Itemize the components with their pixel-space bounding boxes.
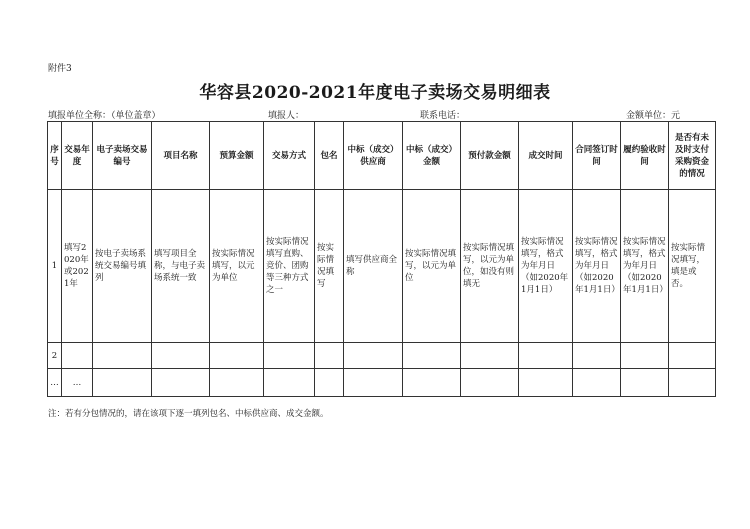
- header-cell: 序号: [48, 122, 62, 190]
- table-cell: 填写供应商全称: [344, 190, 403, 343]
- table-header-row: [48, 122, 716, 190]
- table-cell: [669, 369, 716, 397]
- header-cell: 合同签订时间: [573, 122, 621, 190]
- table-cell: 按实际情况填写，格式为年月日（如2020年1月1日）: [621, 190, 669, 343]
- header-cell: 项目名称: [152, 122, 210, 190]
- phone-label: 联系电话：: [420, 111, 466, 121]
- table-cell: [152, 369, 210, 397]
- table-cell: 2: [48, 343, 62, 369]
- table-cell: 按实际情况填写，格式为年月日（如2020年1月1日）: [573, 190, 621, 343]
- table-cell: [62, 343, 93, 369]
- table-cell: [344, 343, 403, 369]
- money-unit-label: 金额单位：元: [626, 111, 681, 121]
- table-cell: 按实际情况填写，填是或否。: [669, 190, 716, 343]
- table-cell: 填写2020年或2021年: [62, 190, 93, 343]
- table-row: [48, 190, 716, 343]
- table-row: [48, 369, 716, 397]
- table-cell: [519, 343, 573, 369]
- page-title: 华容县2020-2021年度电子卖场交易明细表: [199, 83, 551, 103]
- table-cell: [93, 343, 152, 369]
- table-cell: 1: [48, 190, 62, 343]
- table-cell: [264, 369, 315, 397]
- header-cell: 包名: [315, 122, 344, 190]
- header-cell: 履约验收时间: [621, 122, 669, 190]
- table-cell: …: [62, 369, 93, 397]
- table-cell: 按实际情况填写直购、竞价、团购等三种方式之一: [264, 190, 315, 343]
- table-cell: 填写项目全称，与电子卖场系统一致: [152, 190, 210, 343]
- table-cell: 按实际情况填写，以元为单位，如没有则填无: [461, 190, 519, 343]
- header-cell: 预算金额: [210, 122, 264, 190]
- header-cell: 预付款金额: [461, 122, 519, 190]
- table-cell: [93, 369, 152, 397]
- header-cell: 交易年度: [62, 122, 93, 190]
- table-cell: [461, 369, 519, 397]
- table-cell: 按实际情况填写: [315, 190, 344, 343]
- table-cell: 按实际情况填写，格式为年月日（如2020年1月1日）: [519, 190, 573, 343]
- transaction-table: [47, 121, 716, 397]
- reporting-unit-label: 填报单位全称：（单位盖章）: [48, 111, 161, 121]
- header-cell: 交易方式: [264, 122, 315, 190]
- table-cell: [210, 369, 264, 397]
- header-cell: 中标（成交）金额: [403, 122, 461, 190]
- table-cell: …: [48, 369, 62, 397]
- table-cell: 按实际情况填写，以元为单位: [403, 190, 461, 343]
- table-cell: [403, 369, 461, 397]
- table-cell: 按电子卖场系统交易编号填列: [93, 190, 152, 343]
- header-cell: 电子卖场交易编号: [93, 122, 152, 190]
- filler-label: 填报人：: [268, 111, 305, 121]
- header-cell: 中标（成交）供应商: [344, 122, 403, 190]
- table-cell: [621, 343, 669, 369]
- table-cell: [344, 369, 403, 397]
- table-cell: [315, 343, 344, 369]
- table-cell: 按实际情况填写，以元为单位: [210, 190, 264, 343]
- table-cell: [152, 343, 210, 369]
- table-cell: [519, 369, 573, 397]
- table-cell: [573, 343, 621, 369]
- table-cell: [403, 343, 461, 369]
- table-cell: [573, 369, 621, 397]
- table-cell: [621, 369, 669, 397]
- table-cell: [264, 343, 315, 369]
- table-cell: [669, 343, 716, 369]
- footnote: 注：若有分包情况的，请在该项下逐一填列包名、中标供应商、成交金额。: [48, 409, 329, 419]
- table-cell: [315, 369, 344, 397]
- table-cell: [461, 343, 519, 369]
- header-cell: 是否有未及时支付采购资金的情况: [669, 122, 716, 190]
- header-cell: 成交时间: [519, 122, 573, 190]
- table-cell: [210, 343, 264, 369]
- table-row: [48, 343, 716, 369]
- attachment-label: 附件3: [48, 64, 72, 74]
